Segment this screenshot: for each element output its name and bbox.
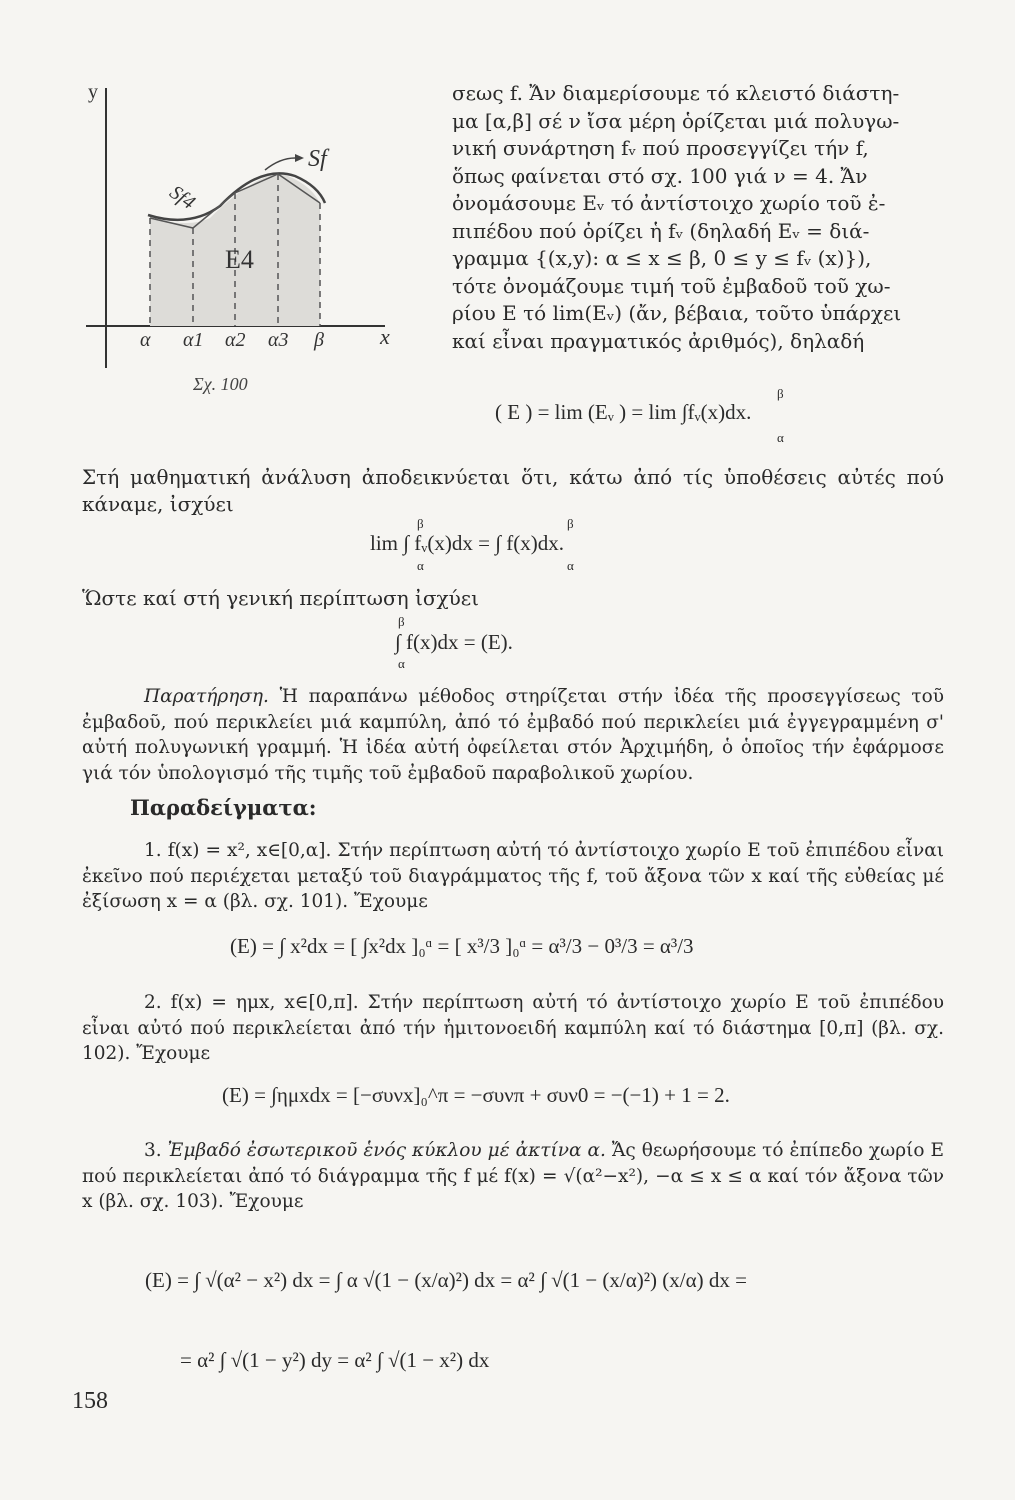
intro-line: σεως f. Ἄν διαμερίσουμε τό κλειστό διάστη- <box>452 81 900 105</box>
example-3-number: 3. <box>144 1140 162 1161</box>
example-1-equation: (E) = ∫ x²dx = [ ∫x²dx ]₀ᵅ = [ x³/3 ]₀ᵅ = α³/3 − 0³/3 = α³/3 <box>230 934 694 958</box>
label-sf: Sf <box>308 146 327 172</box>
eq3-lower: α <box>398 656 405 671</box>
arrow-head <box>295 154 304 162</box>
eq2-lower-1: α <box>417 558 424 573</box>
remark-paragraph <box>82 684 944 786</box>
eq3-upper: β <box>398 614 405 629</box>
eq2-upper-1: β <box>417 516 424 531</box>
intro-line: ρίου E τό lim(Eᵥ) (ἄν, βέβαια, τοῦτο ὑπάρχει <box>452 301 902 325</box>
label-x: x <box>380 324 390 349</box>
example-3-equation-2: = α² ∫ √(1 − y²) dy = α² ∫ √(1 − x²) dx <box>180 1348 490 1372</box>
eq2-upper-2: β <box>567 516 574 531</box>
intro-line: καί εἶναι πραγματικός ἀριθμός), δηλαδή <box>452 328 865 353</box>
label-alpha: α <box>140 329 151 351</box>
example-2 <box>82 990 944 1067</box>
intro-line: ὀνομάσουμε Eᵥ τό ἀντίστοιχο χωρίο τοῦ ἐ- <box>452 191 886 215</box>
label-a2: α2 <box>225 329 246 351</box>
example-3 <box>82 1138 944 1215</box>
eq1-main: ( E ) = lim (Eᵥ ) = lim ∫fᵥ(x)dx. <box>495 400 752 424</box>
eq3-main: ∫ f(x)dx = (E). <box>395 630 513 654</box>
paragraph-2: Στή μαθηματική ἀνάλυση ἀποδεικνύεται ὅτι, κάτω ἀπό τίς ὑποθέσεις αὐτές πού κάναμε, ἰσχύει <box>82 465 944 516</box>
intro-text <box>452 80 972 355</box>
example-1 <box>82 838 944 915</box>
example-2-number: 2. <box>144 992 162 1013</box>
figure-caption: Σχ. 100 <box>193 374 248 394</box>
intro-line: πιπέδου πού ὁρίζει ἡ fᵥ (δηλαδή Eᵥ = διά- <box>452 218 870 243</box>
example-3-title: Ἐμβαδό ἐσωτερικοῦ ἑνός κύκλου μέ ἀκτίνα α. <box>161 1140 606 1161</box>
paragraph-3: Ὥστε καί στή γενική περίπτωση ἰσχύει <box>82 586 479 610</box>
label-a3: α3 <box>268 329 289 351</box>
eq1-upper: β <box>777 386 784 401</box>
label-sf4: Sf4 <box>165 181 200 214</box>
example-2-equation: (E) = ∫ημxdx = [−συνx]₀^π = −συνπ + συν0 = −(−1) + 1 = 2. <box>222 1083 730 1107</box>
intro-line: γραμμα {(x,y): α ≤ x ≤ β, 0 ≤ y ≤ fᵥ (x)}), <box>452 246 872 270</box>
label-beta: β <box>314 329 324 351</box>
intro-line: μα [α,β] σέ ν ἴσα μέρη ὁρίζεται μιά πολυγω- <box>452 108 900 133</box>
example-3-text: Ἄς θεωρήσουμε τό ἐπίπεδο χωρίο E πού περικλείεται ἀπό τό διάγραμμα τῆς f μέ f(x) = √(α²−x²), −α ≤ x ≤ α καί τόν ἄξονα τῶν x (βλ. σχ. 103). Ἔχουμε <box>82 1140 944 1212</box>
example-2-text: f(x) = ημx, x∈[0,π]. Στήν περίπτωση αὐτή τό ἀντίστοιχο χωρίο E τοῦ ἐπιπέδου εἶναι αὐτό πού περικλείεται ἀπό τήν ἡμιτονοειδή καμπύλη καί τό διάστημα [0,π] (βλ. σχ. 102). Ἔχουμε <box>82 992 944 1064</box>
label-e4: E4 <box>225 245 254 274</box>
figure-100 <box>80 78 420 408</box>
remark-text: Ἡ παραπάνω μέθοδος στηρίζεται στήν ἰδέα τῆς προσεγγίσεως τοῦ ἐμβαδοῦ, πού περικλείει μιά καμπύλη, ἀπό τό ἐμβαδό πού περικλείει μιά ἐγγεγραμμένη σ' αὐτή πολυγωνική γραμμή. Ἡ ἰδέα αὐτή ὀφείλεται στόν Ἀρχιμήδη, ὁ ὁποῖος τήν ἐφάρμοσε γιά τόν ὑπολογισμό τῆς τιμῆς τοῦ ἐμβαδοῦ παραβολικοῦ χωρίου. <box>82 686 944 784</box>
remark-title: Παρατήρηση. <box>144 686 269 707</box>
arrow-sf <box>265 158 295 170</box>
example-1-number: 1. <box>144 840 162 861</box>
examples-title: Παραδείγματα: <box>130 795 317 820</box>
example-1-text: f(x) = x², x∈[0,α]. Στήν περίπτωση αὐτή τό ἀντίστοιχο χωρίο E τοῦ ἐπιπέδου εἶναι ἐκεῖνο πού περιέχεται μεταξύ τοῦ διαγράμματος τῆς f, τοῦ ἄξονα τῶν x καί τῆς εὐθείας μέ ἐξίσωση x = α (βλ. σχ. 101). Ἔχουμε <box>82 840 944 912</box>
label-y: y <box>88 81 98 103</box>
intro-line: ὅπως φαίνεται στό σχ. 100 γιά ν = 4. Ἄν <box>452 163 868 188</box>
page-number: 158 <box>72 1388 108 1414</box>
example-3-equation-1: (E) = ∫ √(α² − x²) dx = ∫ α √(1 − (x/α)²) dx = α² ∫ √(1 − (x/α)²) (x/α) dx = <box>145 1268 747 1292</box>
eq1-lower: α <box>777 430 784 445</box>
intro-line: νική συνάρτηση fᵥ πού προσεγγίζει τήν f, <box>452 136 869 160</box>
eq2-main: lim ∫ fᵥ(x)dx = ∫ f(x)dx. <box>370 531 564 555</box>
intro-line: τότε ὀνομάζουμε τιμή τοῦ ἐμβαδοῦ τοῦ χω- <box>452 273 891 298</box>
label-a1: α1 <box>183 329 204 351</box>
eq2-lower-2: α <box>567 558 574 573</box>
